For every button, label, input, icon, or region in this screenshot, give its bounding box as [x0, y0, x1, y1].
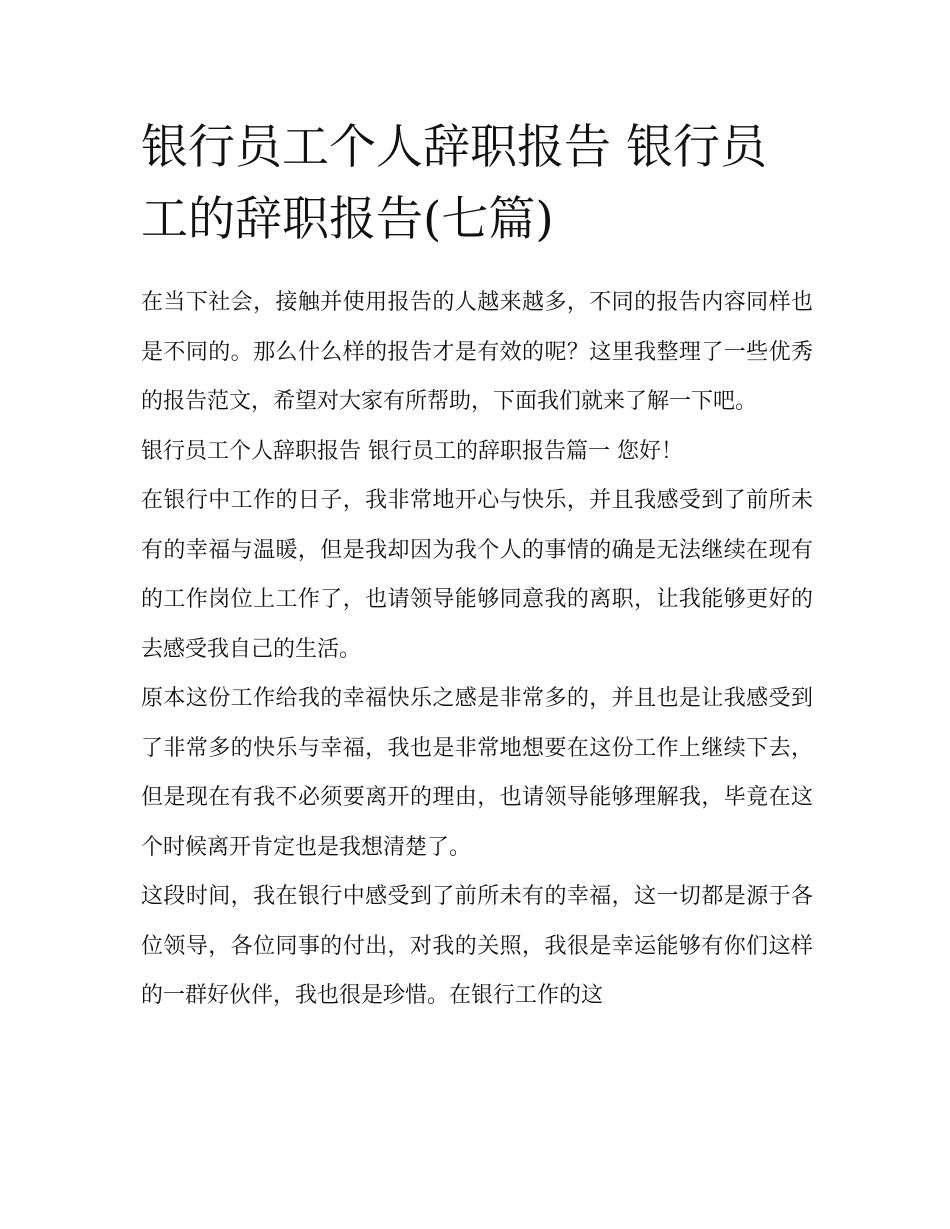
paragraph-intro: 在当下社会，接触并使用报告的人越来越多，不同的报告内容同样也是不同的。那么什么样的报告才是有效的呢？这里我整理了一些优秀的报告范文，希望对大家有所帮助，下面我们就来了解一下吧。	[141, 290, 813, 414]
paragraph-body-2: 原本这份工作给我的幸福快乐之感是非常多的，并且也是让我感受到了非常多的快乐与幸福，我也是非常地想要在这份工作上继续下去，但是现在有我不必须要离开的理由，也请领导能够理解我，毕竟在这个时候离开肯定也是我想清楚了。	[141, 686, 813, 860]
paragraph-section-heading: 银行员工个人辞职报告 银行员工的辞职报告篇一 您好！	[141, 438, 683, 464]
document-title: 银行员工个人辞职报告 银行员工的辞职报告(七篇)	[141, 120, 767, 247]
paragraph-body-3: 这段时间，我在银行中感受到了前所未有的幸福，这一切都是源于各位领导，各位同事的付出，对我的关照，我很是幸运能够有你们这样的一群好伙伴，我也很是珍惜。在银行工作的这	[141, 884, 813, 1008]
paragraph-body-1: 在银行中工作的日子，我非常地开心与快乐，并且我感受到了前所未有的幸福与温暖，但是我却因为我个人的事情的确是无法继续在现有的工作岗位上工作了，也请领导能够同意我的离职，让我能够更好的去感受我自己的生活。	[141, 488, 813, 662]
document-body	[141, 112, 813, 1021]
